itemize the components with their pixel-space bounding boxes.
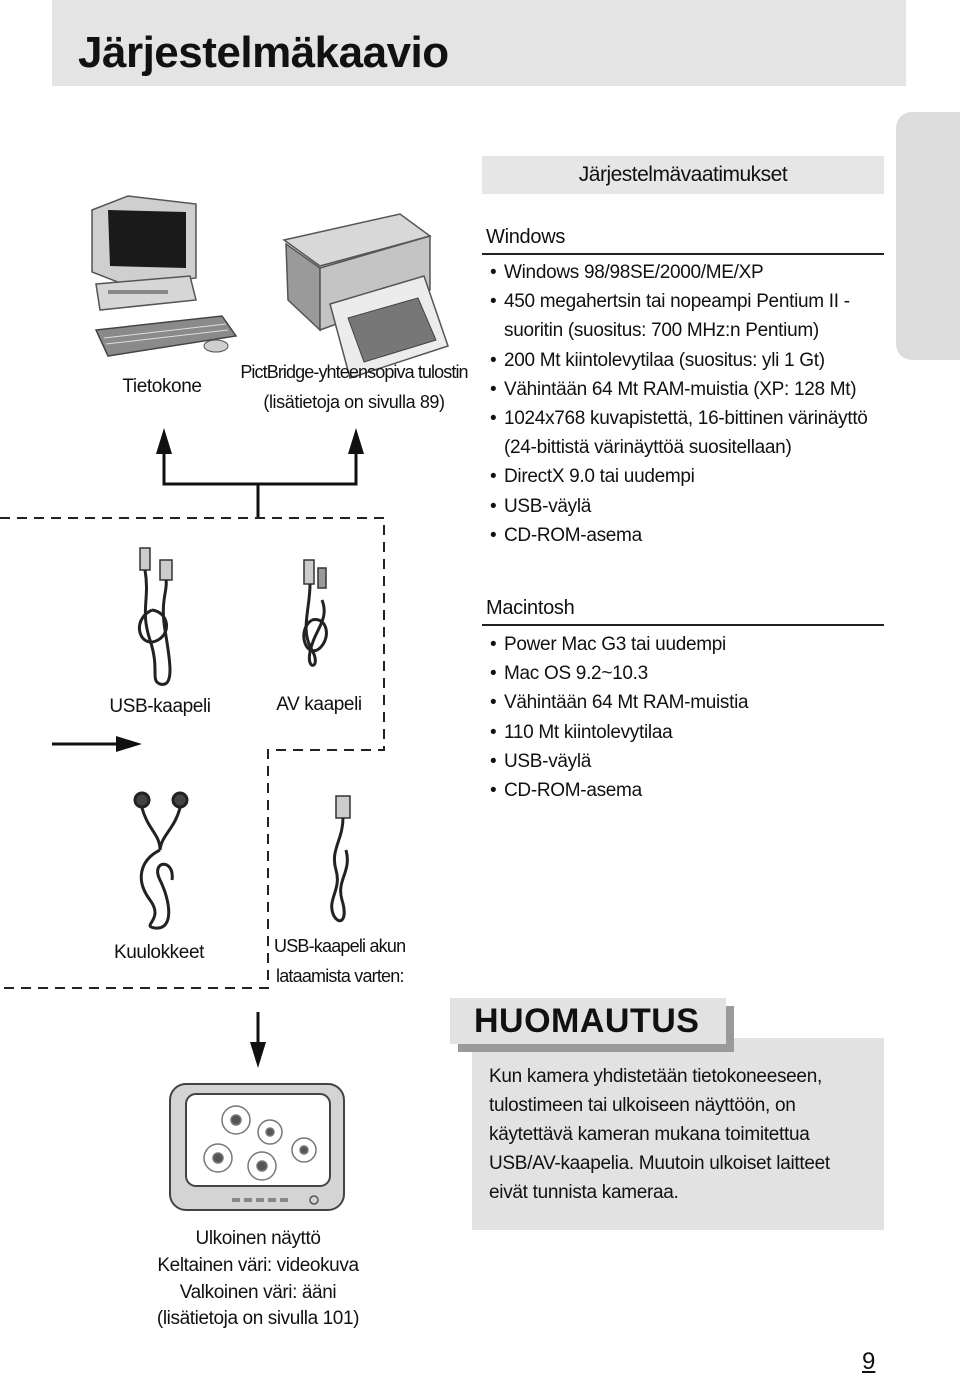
list-item: • CD-ROM-asema: [490, 776, 890, 805]
list-item: • CD-ROM-asema: [490, 521, 890, 550]
note-heading: HUOMAUTUS: [450, 998, 726, 1044]
macintosh-title: Macintosh: [486, 597, 575, 619]
windows-requirements-list: [490, 258, 890, 550]
note-text: Kun kamera yhdistetään tietokoneeseen, tulostimeen tai ulkoiseen näyttöön, on käytettävä kameran mukana toimitettua USB/AV-kaapelia. Muutoin ulkoiset laitteet eivät tunnista kameraa.: [489, 1066, 830, 1203]
charge-cable-icon: [332, 796, 350, 921]
av-cable-label: AV kaapeli: [276, 694, 362, 715]
earphones-label: Kuulokkeet: [113, 942, 204, 963]
computer-icon: [92, 196, 236, 356]
windows-rule: [482, 253, 884, 255]
charge-cable-label-line2: lataamista varten:: [276, 966, 404, 986]
requirements-header: Järjestelmävaatimukset: [482, 156, 884, 194]
macintosh-rule: [482, 624, 884, 626]
list-item: • 450 megahertsin tai nopeampi Pentium II - suoritin (suositus: 700 MHz:n Pentium): [490, 287, 874, 345]
list-item: • 200 Mt kiintolevytilaa (suositus: yli 1 Gt): [490, 346, 890, 375]
list-item: • Mac OS 9.2~10.3: [490, 659, 890, 688]
list-item: • Power Mac G3 tai uudempi: [490, 630, 890, 659]
tv-monitor-icon: [170, 1084, 344, 1210]
page-number: 9: [862, 1348, 876, 1375]
monitor-label-line1: Ulkoinen näyttö: [195, 1228, 321, 1249]
printer-icon: [284, 214, 448, 378]
list-item: • 110 Mt kiintolevytilaa: [490, 718, 890, 747]
monitor-label-line4: (lisätietoja on sivulla 101): [156, 1308, 360, 1329]
list-item: • Windows 98/98SE/2000/ME/XP: [490, 258, 890, 287]
list-item: • Vähintään 64 Mt RAM-muistia: [490, 688, 890, 717]
page-title: Järjestelmäkaavio: [78, 28, 449, 77]
windows-title: Windows: [486, 226, 566, 248]
usb-cable-icon: [139, 548, 172, 684]
earphones-icon: [135, 793, 187, 928]
list-item: • USB-väylä: [490, 747, 890, 776]
printer-label-line2: (lisätietoja on sivulla 89): [263, 392, 445, 412]
monitor-label-line2: Keltainen väri: videokuva: [157, 1255, 359, 1276]
charge-cable-label-line1: USB-kaapeli akun: [274, 936, 406, 956]
list-item: • Vähintään 64 Mt RAM-muistia (XP: 128 Mt): [490, 375, 890, 404]
list-item: • 1024x768 kuvapistettä, 16-bittinen värinäyttö (24-bittistä värinäyttöä suositellaan): [490, 404, 889, 462]
usb-cable-label: USB-kaapeli: [109, 696, 211, 717]
av-cable-icon: [304, 560, 327, 665]
computer-label: Tietokone: [122, 376, 202, 397]
macintosh-requirements-list: [490, 630, 890, 805]
printer-label-line1: PictBridge-yhteensopiva tulostin: [240, 362, 468, 382]
monitor-label-line3: Valkoinen väri: ääni: [179, 1282, 337, 1303]
list-item: • USB-väylä: [490, 492, 890, 521]
list-item: • DirectX 9.0 tai uudempi: [490, 462, 890, 491]
